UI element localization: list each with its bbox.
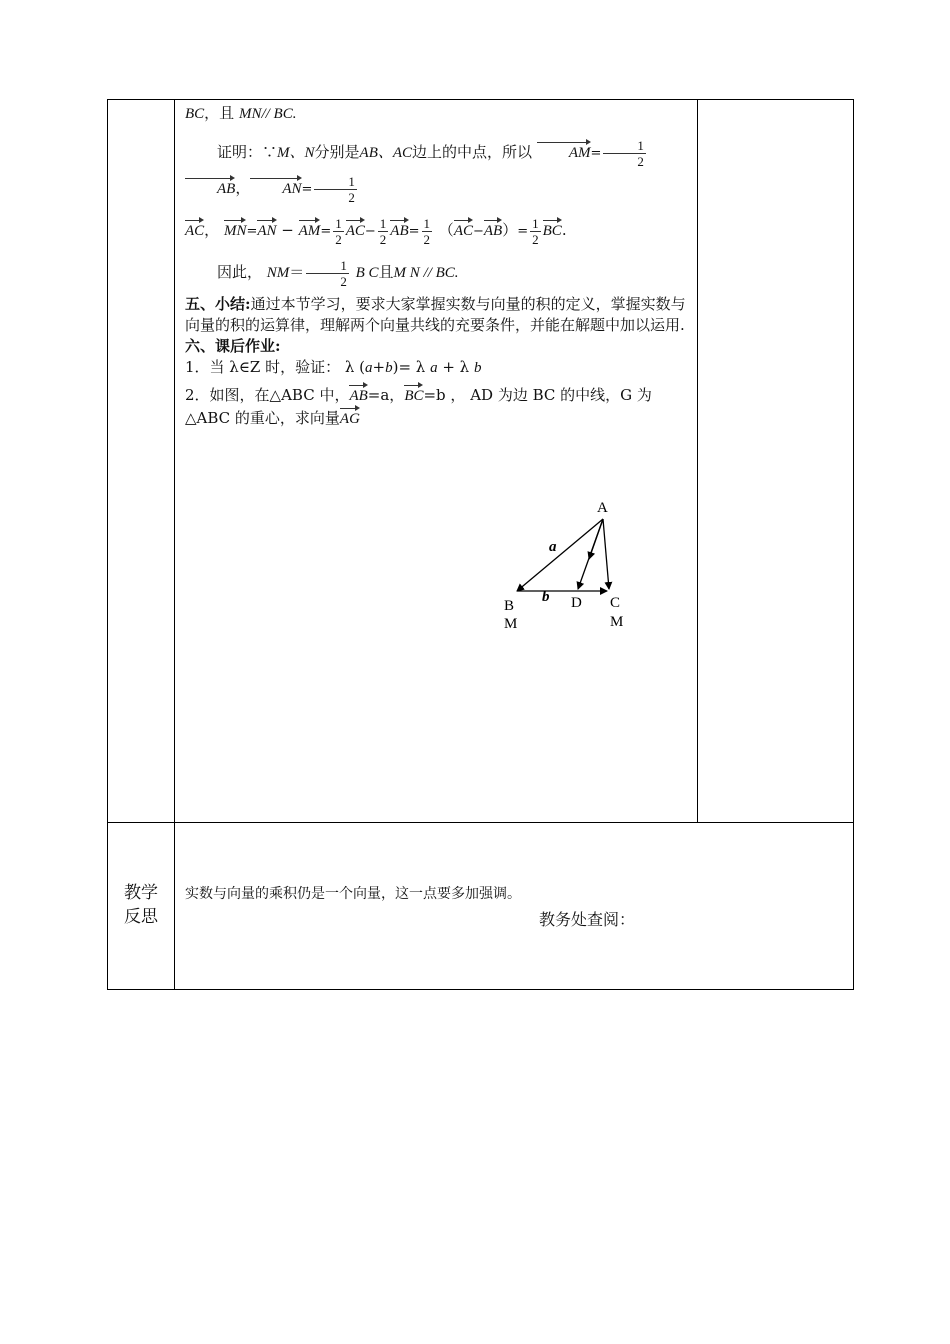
right-empty-cell	[698, 100, 854, 823]
label-c-vertex: C	[610, 595, 621, 611]
fraction-half: $\frac{1}{2}$	[423, 215, 431, 247]
proof-mn: M、N	[277, 145, 315, 161]
proof-text-midpoints: 边上的中点，所以	[412, 143, 533, 161]
fraction-half: $\frac{1}{2}$	[335, 215, 342, 247]
vector-ab: AB	[185, 176, 235, 197]
proof-ab-ac: AB、AC	[359, 145, 413, 161]
proof-line-1: 证明：∵M、N分别是AB、AC边上的中点，所以 AM= $\frac{1}{2}$ AB， AN= $\frac{1}{2}$	[185, 135, 689, 207]
vector-ab: AB	[349, 383, 367, 404]
vector-ac: AC	[346, 218, 365, 239]
edge-ac	[603, 519, 609, 589]
proof-top-line	[185, 103, 689, 125]
proof-line-2: AC， MN=AN − AM= $\frac{1}{2}$ AC− $\frac{1}{2}$ AB= $\frac{1}{2}$ （AC−AB）= $\frac{1}{2}$ BC.	[185, 215, 567, 247]
triangle-figure	[425, 495, 625, 635]
proof-label: 证明：∵	[217, 143, 278, 161]
proof-text: 分别是	[314, 143, 360, 161]
fraction-half: $\frac{1}{2}$	[532, 215, 539, 247]
vector-an: AN	[250, 176, 301, 197]
label-m-left: M	[504, 616, 518, 632]
conclusion-parallel: M N // BC.	[393, 265, 459, 281]
conclusion-equals: ＝	[289, 263, 305, 281]
text-and: ，且	[204, 104, 239, 122]
proof-conclusion	[185, 255, 689, 290]
summary-text: 通过本节学习，要求大家掌握实数与向量的积的定义，掌握实数与向量的积的运算律，理解两个向量共线的充要条件，并能在解题中加以运用.	[185, 295, 686, 334]
vector-ac: AC	[454, 218, 473, 239]
vector-ag: AG	[340, 406, 360, 427]
homework-item-2: 2．如图，在△ABC 中，AB=a，BC=b ， AD 为边 BC 的中线，G 为	[185, 383, 689, 406]
label-d: D	[571, 595, 582, 611]
label-m-right: M	[610, 614, 624, 630]
vector-am: AM	[537, 140, 591, 161]
left-empty-cell	[108, 100, 175, 823]
audit-label: 教务处查阅：	[539, 910, 636, 929]
vector-am: AM	[299, 218, 321, 239]
reflection-label: 教学 反思	[124, 883, 158, 927]
vector-ab: AB	[390, 218, 408, 239]
conclusion-prefix: 因此，	[217, 263, 263, 281]
content-body	[175, 100, 697, 429]
vector-mn: MN	[224, 218, 247, 239]
label-b-vertex: B	[504, 598, 515, 614]
homework-heading-line: 六、课后作业:	[185, 337, 281, 355]
summary-heading: 五、小结	[185, 295, 246, 313]
homework-item-1: 1．当 λ∈Z 时，验证： λ (a+b)= λ a + λ b	[185, 358, 482, 376]
vector-ab: AB	[484, 218, 502, 239]
lesson-table	[107, 99, 854, 990]
reflection-content-cell	[175, 823, 854, 990]
label-a-vertex: A	[597, 500, 608, 516]
vector-bc: BC	[404, 383, 423, 404]
reflection-text: 实数与向量的乘积仍是一个向量，这一点要多加强调。	[185, 886, 521, 902]
reflection-label-cell	[108, 823, 175, 990]
conclusion-bc: B C	[355, 265, 379, 281]
homework-heading: 六、课后作业	[185, 337, 276, 355]
conclusion-and: 且	[378, 263, 394, 281]
text-mn-parallel-bc: MN// BC.	[238, 106, 297, 122]
label-vector-b: b	[542, 589, 550, 605]
fraction-half: $\frac{1}{2}$	[306, 258, 349, 289]
text-bc: BC	[185, 106, 205, 122]
vector-bc: BC	[543, 218, 562, 239]
summary-paragraph: 五、小结:通过本节学习，要求大家掌握实数与向量的积的定义，掌握实数与向量的积的运算律，理解两个向量共线的充要条件，并能在解题中加以运用.	[185, 295, 686, 334]
vector-ac: AC	[185, 218, 204, 239]
content-cell	[175, 100, 698, 823]
fraction-half: $\frac{1}{2}$	[603, 138, 646, 169]
homework-item-2-cont: △ABC 的重心，求向量AG	[185, 406, 689, 429]
vector-an: AN	[257, 218, 276, 239]
fraction-half: $\frac{1}{2}$	[314, 174, 357, 205]
conclusion-nm: NM	[266, 265, 290, 281]
fraction-half: $\frac{1}{2}$	[379, 215, 387, 247]
label-vector-a: a	[549, 539, 557, 555]
